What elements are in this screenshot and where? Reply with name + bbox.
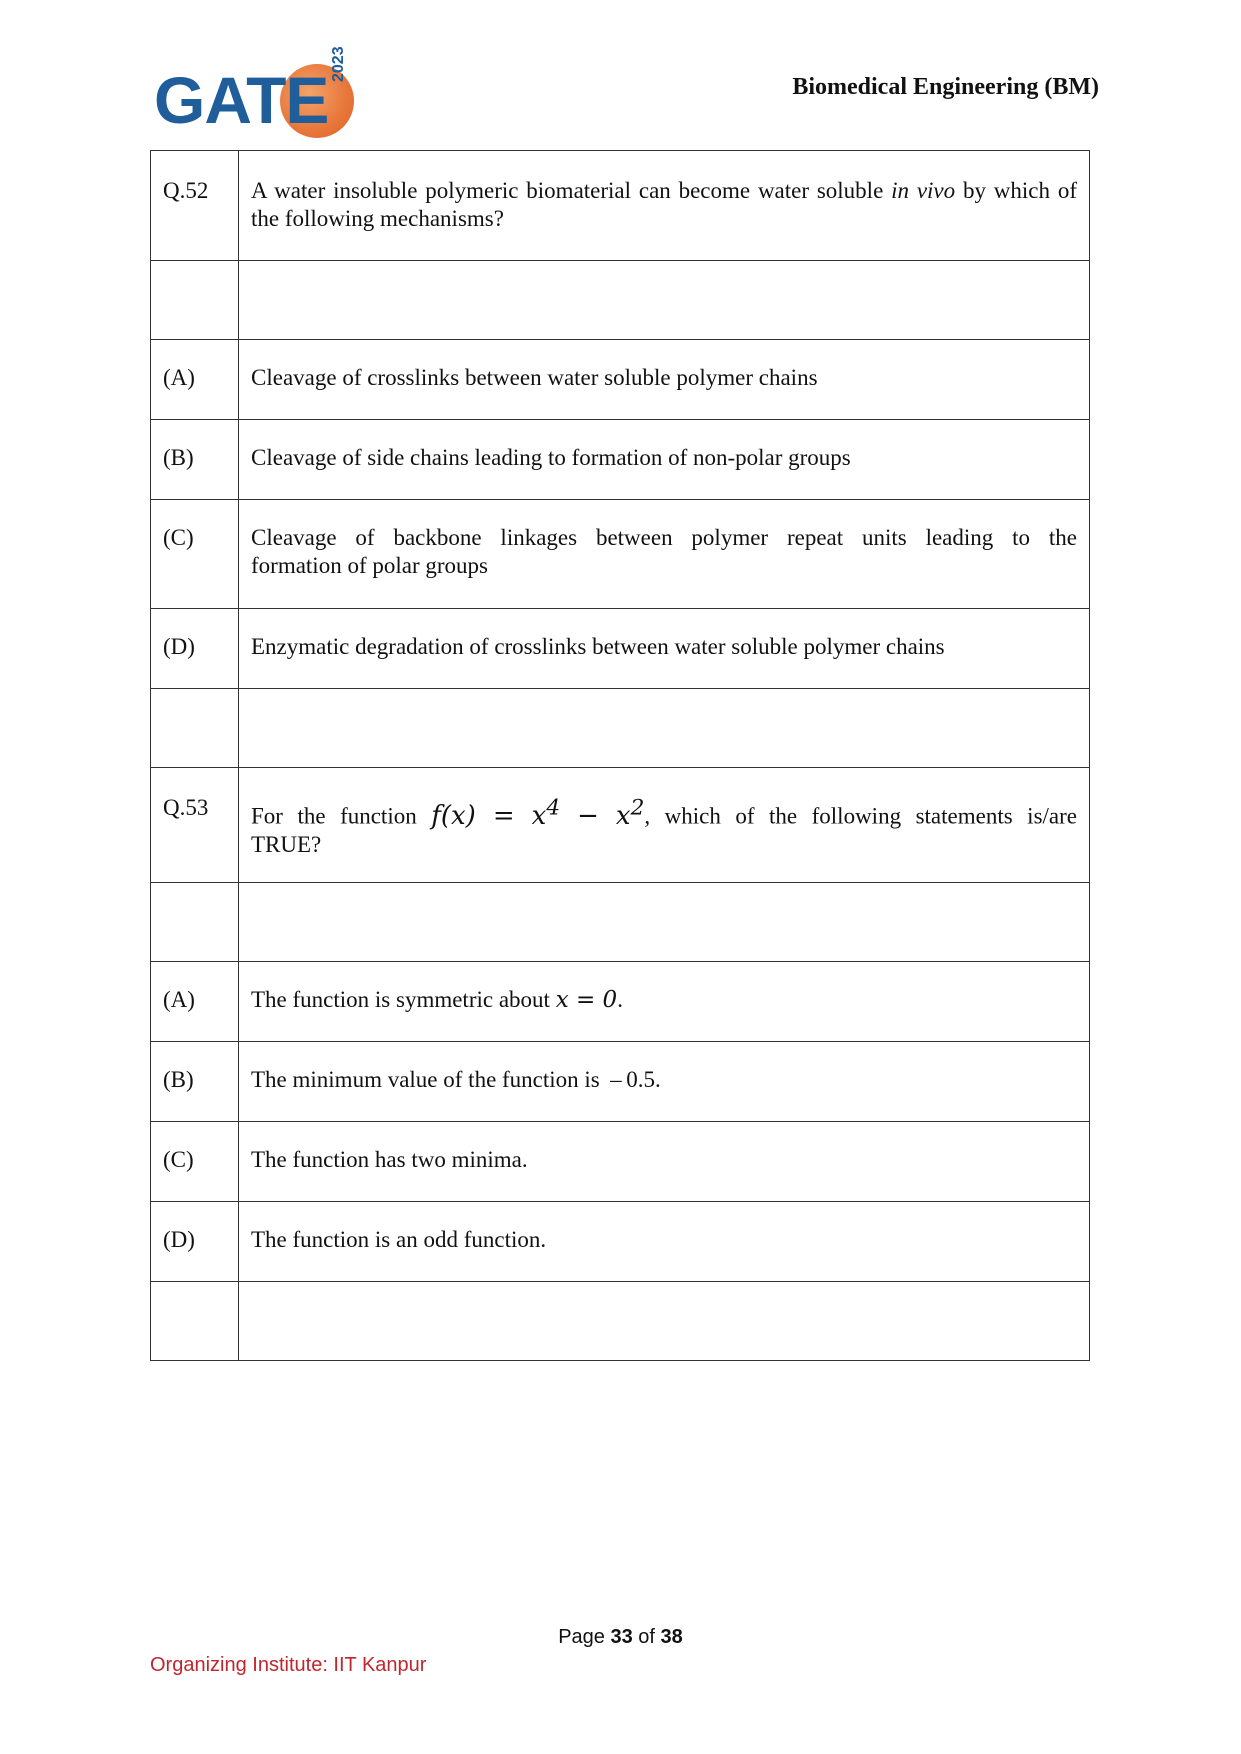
question-text-line: TRUE? [251, 831, 322, 857]
question-table [150, 150, 1090, 1361]
option-text [239, 500, 1090, 609]
option-row [151, 1202, 1090, 1282]
page-total: 38 [660, 1626, 683, 1648]
math-exponent: 2 [630, 795, 645, 820]
math-exponent: 4 [546, 795, 561, 820]
blank-row [151, 1282, 1090, 1361]
option-label: (D) [151, 1202, 239, 1282]
option-label: (A) [151, 340, 239, 420]
question-row [151, 151, 1090, 261]
option-text-line: formation of polar groups [251, 553, 488, 578]
option-row [151, 500, 1090, 609]
question-row [151, 768, 1090, 883]
option-text: Cleavage of side chains leading to formation of non-polar groups [239, 420, 1090, 500]
option-row [151, 962, 1090, 1042]
option-row [151, 420, 1090, 500]
math-expression: x = 0 [555, 987, 618, 1013]
option-text [239, 962, 1090, 1042]
option-text-line: Cleavage of backbone linkages between polymer repeat units leading to the [251, 525, 1077, 550]
blank-row [151, 261, 1090, 340]
organizer-text: Organizing Institute: IIT Kanpur [150, 1654, 427, 1676]
question-text-part: A water insoluble polymeric biomaterial can become water soluble [251, 178, 892, 203]
option-text: The function has two minima. [239, 1122, 1090, 1202]
question-text-italic: in vivo [891, 178, 956, 203]
question-number: Q.52 [151, 151, 239, 261]
option-text: The function is an odd function. [239, 1202, 1090, 1282]
logo-text: GATE [154, 63, 329, 137]
math-part: − x [560, 800, 631, 831]
blank-row [151, 883, 1090, 962]
page-prefix: Page [558, 1626, 611, 1648]
page-number [0, 1626, 1241, 1649]
option-label: (A) [151, 962, 239, 1042]
page-current: 33 [610, 1626, 633, 1648]
page-of: of [632, 1626, 661, 1648]
gate-logo [154, 46, 364, 142]
blank-row [151, 689, 1090, 768]
option-text: Cleavage of crosslinks between water soluble polymer chains [239, 340, 1090, 420]
question-text-part: by which of the following mechanisms? [251, 178, 1077, 231]
option-label: (D) [151, 609, 239, 689]
option-label: (C) [151, 1122, 239, 1202]
option-row [151, 1042, 1090, 1122]
subject-title: Biomedical Engineering (BM) [792, 74, 1099, 100]
option-label: (C) [151, 500, 239, 609]
option-text-part: The function is symmetric about [251, 987, 556, 1012]
option-text-part: . [617, 987, 623, 1012]
option-label: (B) [151, 1042, 239, 1122]
question-number: Q.53 [151, 768, 239, 883]
question-text-line [251, 794, 1077, 831]
math-expression [431, 795, 645, 831]
option-row [151, 340, 1090, 420]
logo-year: 2023 [330, 46, 347, 82]
question-text [239, 768, 1090, 883]
question-text-part: , which of the following statements is/are [644, 803, 1077, 829]
question-text-part: For the function [251, 803, 432, 829]
option-row [151, 1122, 1090, 1202]
option-text: The minimum value of the function is – 0.5. [239, 1042, 1090, 1122]
math-part: f(x) = x [431, 800, 547, 831]
question-text [239, 151, 1090, 261]
option-row [151, 609, 1090, 689]
option-text: Enzymatic degradation of crosslinks between water soluble polymer chains [239, 609, 1090, 689]
option-label: (B) [151, 420, 239, 500]
